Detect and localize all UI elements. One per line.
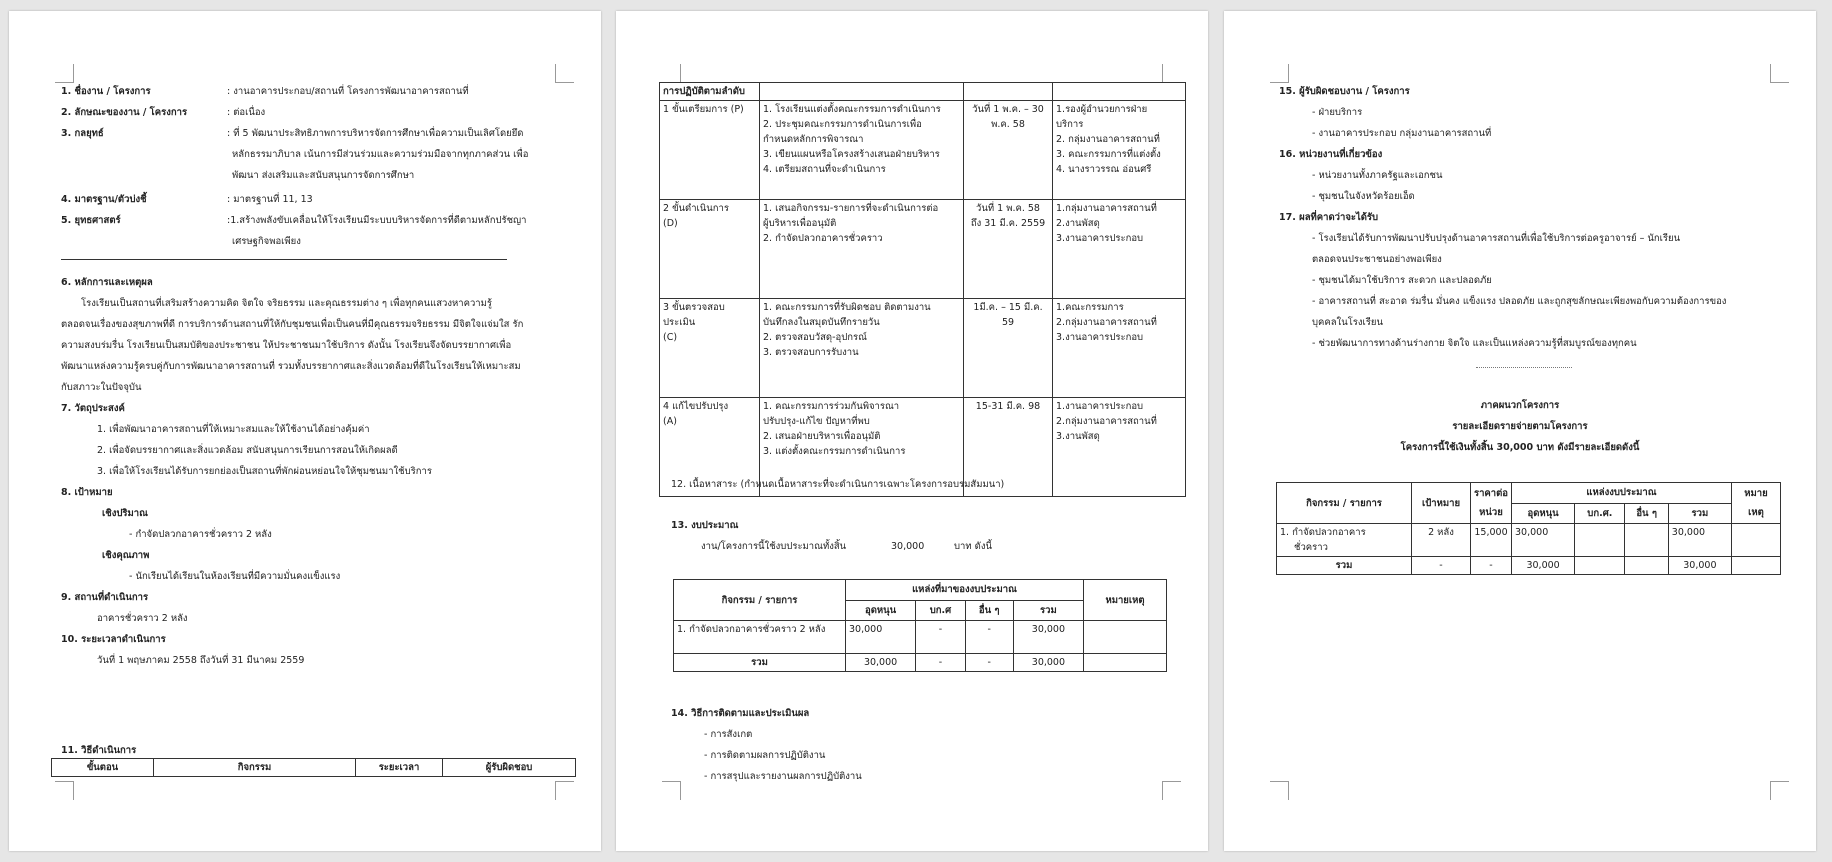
separator-line (61, 259, 507, 260)
related-item: - ชุมชนในจังหวัดร้อยเอ็ด (1312, 191, 1415, 202)
expense-header-note (1732, 483, 1781, 504)
item-2-label: 2. ลักษณะของงาน / โครงการ (61, 107, 188, 118)
plan-cell-line: 4. นางราวรรณ อ่อนศรี (1056, 164, 1152, 175)
budget-cell: - (965, 654, 1013, 672)
outcome-line: - ชุมชนได้มาใช้บริการ สะดวก และปลอดภัย (1312, 275, 1492, 286)
item-3-value: : ที่ 5 พัฒนาประสิทธิภาพการบริหารจัดการศึกษาเพื่อความเป็นเลิศโดยยึด (227, 128, 524, 139)
budget-total-label: รวม (674, 654, 846, 672)
document-page-2 (616, 11, 1208, 851)
plan-cell-line: 2. กำจัดปลวกอาคารชั่วคราว (763, 233, 883, 244)
plan-cell-step (660, 200, 760, 299)
expense-cell: 30,000 (1668, 557, 1731, 575)
crop-mark (555, 781, 574, 800)
plan-cell-line: ปรับปรุง-แก้ไข ปัญหาที่พบ (763, 416, 870, 427)
quality-label: เชิงคุณภาพ (102, 550, 150, 561)
expense-cell (1575, 524, 1625, 557)
plan-row (660, 299, 1186, 398)
plan-cell-line: 3.งานอาคารประกอบ (1056, 332, 1144, 343)
plan-cell-resp (1053, 101, 1186, 200)
plan-cell-step (660, 101, 760, 200)
plan-cell-line: 59 (1001, 317, 1015, 328)
section-9-title: 9. สถานที่ดำเนินการ (61, 592, 149, 603)
budget-cell: 30,000 (1013, 654, 1083, 672)
section-6-line: พัฒนาแหล่งความรู้ครบคู่กับการพัฒนาอาคารสถานที่ รวมทั้งบรรยากาศและสิ่งแวดล้อมที่ดีในโรงเรียนให้เหมาะสม (61, 361, 521, 372)
plan-cell-line: วันที่ 1 พ.ค. 58 (976, 203, 1040, 214)
table-row (674, 654, 1167, 672)
outcome-line: บุคคลในโรงเรียน (1312, 317, 1383, 328)
budget-col: บก.ศ (916, 600, 966, 621)
plan-cell-line: 2.กลุ่มงานอาคารสถานที่ (1056, 416, 1157, 427)
budget-cell: 30,000 (846, 621, 916, 654)
plan-cell-line: กำหนดหลักการพิจารณา (763, 134, 864, 145)
plan-row (660, 200, 1186, 299)
item-3-cont: หลักธรรมาภิบาล เน้นการมีส่วนร่วมและความร่วมมือจากทุกภาคส่วน เพื่อ (232, 149, 529, 160)
budget-unit: บาท ดังนี้ (954, 541, 992, 552)
plan-cell-line: 3. แต่งตั้งคณะกรรมการดำเนินการ (763, 446, 906, 457)
outcome-line: - ช่วยพัฒนาการทางด้านร่างกาย จิตใจ และเป็นแหล่งความรู้ที่สมบูรณ์ของทุกคน (1312, 338, 1637, 349)
crop-mark (555, 64, 574, 83)
plan-cell-line: 2. ตรวจสอบวัสดุ-อุปกรณ์ (763, 332, 867, 343)
section-12: 12. เนื้อหาสาระ (กำหนดเนื้อหาสาระที่จะดำเนินการเฉพาะโครงการอบรมสัมมนา) (671, 479, 1005, 490)
annex-subtitle-2: โครงการนี้ใช้เงินทั้งสิ้น 30,000 บาท ดังมีรายละเอียดดังนี้ (1400, 442, 1640, 453)
expense-col: รวม (1668, 503, 1731, 524)
objective-item: 3. เพื่อให้โรงเรียนได้รับการยกย่องเป็นสถานที่พักผ่อนหย่อนใจให้ชุมชนมาใช้บริการ (97, 466, 432, 477)
expense-cell: - (1412, 557, 1471, 575)
objective-item: 1. เพื่อพัฒนาอาคารสถานที่ให้เหมาะสมและให้ใช้งานได้อย่างคุ้มค่า (97, 424, 370, 435)
item-3-label: 3. กลยุทธ์ (61, 128, 104, 139)
item-4-label: 4. มาตรฐาน/ตัวบ่งชี้ (61, 194, 147, 205)
expense-cell: 2 หลัง (1412, 524, 1471, 557)
plan-cell-time (964, 101, 1053, 200)
plan-header-empty (1053, 83, 1186, 101)
expense-table (1276, 482, 1781, 575)
section-6-line: กับสภาวะในปัจจุบัน (61, 382, 142, 393)
annex-title: ภาคผนวกโครงการ (1480, 400, 1560, 411)
dotted-separator (1476, 367, 1572, 368)
responsible-item: - งานอาคารประกอบ กลุ่มงานอาคารสถานที่ (1312, 128, 1492, 139)
plan-cell-line: 3.งานอาคารประกอบ (1056, 233, 1144, 244)
crop-mark (1270, 64, 1289, 83)
plan-cell-line: 1.งานอาคารประกอบ (1056, 401, 1144, 412)
plan-cell-line: 1. เสนอกิจกรรม-รายการที่จะดำเนินการต่อ (763, 203, 939, 214)
budget-col: อุดหนุน (846, 600, 916, 621)
section-6-line: ความสงบร่มรื่น โรงเรียนเป็นสมบัติของประชาชน ให้ประชาชนมาใช้บริการ ดังนั้น โรงเรียนจึงจัดบรรยากาศเพื่อ (61, 340, 512, 351)
header-period: ระยะเวลา (356, 759, 443, 777)
item-1-value: : งานอาคารประกอบ/สถานที่ โครงการพัฒนาอาคารสถานที่ (227, 86, 469, 97)
plan-cell-line: 1.คณะกรรมการ (1056, 302, 1124, 313)
quality-item: - นักเรียนได้เรียนในห้องเรียนที่มีความมั่นคงแข็งแรง (129, 571, 341, 582)
header-responsible: ผู้รับผิดชอบ (443, 759, 576, 777)
crop-mark (1162, 64, 1181, 83)
expense-cell (1625, 557, 1668, 575)
crop-mark (1270, 781, 1289, 800)
budget-cell: 30,000 (846, 654, 916, 672)
plan-cell-line: 2. กลุ่มงานอาคารสถานที่ (1056, 134, 1160, 145)
plan-cell-line: (A) (663, 416, 677, 427)
expense-cell: 15,000 (1471, 524, 1512, 557)
budget-header-source: แหล่งที่มาของงบประมาณ (846, 580, 1084, 601)
plan-cell-line: 1. คณะกรรมการร่วมกันพิจารณา (763, 401, 900, 412)
table-row (1277, 524, 1781, 557)
plan-cell-acts (760, 101, 964, 200)
expense-cell: - (1471, 557, 1512, 575)
plan-cell-line: ประเมิน (663, 317, 696, 328)
plan-cell-line: 2.งานพัสดุ (1056, 218, 1100, 229)
budget-cell (1084, 654, 1167, 672)
document-page-3 (1224, 11, 1816, 851)
budget-col: อื่น ๆ (965, 600, 1013, 621)
section-14-title: 14. วิธีการติดตามและประเมินผล (671, 708, 810, 719)
annex-subtitle: รายละเอียดรายจ่ายตามโครงการ (1452, 421, 1588, 432)
expense-col: อุดหนุน (1512, 503, 1575, 524)
item-5-label: 5. ยุทธศาสตร์ (61, 215, 121, 226)
budget-table (673, 579, 1167, 672)
expense-header-price-2: หน่วย (1471, 503, 1512, 524)
outcome-line: ตลอดจนประชาชนอย่างพอเพียง (1312, 254, 1442, 265)
section-7-title: 7. วัตถุประสงค์ (61, 403, 125, 414)
section-10-title: 10. ระยะเวลาดำเนินการ (61, 634, 166, 645)
item-1-label: 1. ชื่องาน / โครงการ (61, 86, 151, 97)
expense-cell (1575, 557, 1625, 575)
plan-cell-line: 15-31 มี.ค. 98 (975, 401, 1041, 412)
plan-cell-line: บันทึกลงในสมุดบันทึกรายวัน (763, 317, 880, 328)
plan-cell-line: 2 ขั้นดำเนินการ (663, 203, 729, 214)
plan-header: การปฏิบัติตามลำดับ (660, 83, 760, 101)
evaluation-item: - การสรุปและรายงานผลการปฏิบัติงาน (704, 771, 862, 782)
expense-col: อื่น ๆ (1625, 503, 1668, 524)
crop-mark (1770, 64, 1789, 83)
section-10-value: วันที่ 1 พฤษภาคม 2558 ถึงวันที่ 31 มีนาคม 2559 (97, 655, 305, 666)
responsible-item: - ฝ่ายบริการ (1312, 107, 1363, 118)
section-8-title: 8. เป้าหมาย (61, 487, 113, 498)
expense-total-label: รวม (1277, 557, 1412, 575)
expense-header-price (1471, 483, 1512, 504)
plan-cell-line: (D) (663, 218, 678, 229)
plan-cell-line: 2.กลุ่มงานอาคารสถานที่ (1056, 317, 1157, 328)
plan-cell-line: พ.ค. 58 (991, 119, 1025, 130)
plan-cell-resp (1053, 200, 1186, 299)
section-16-title: 16. หน่วยงานที่เกี่ยวข้อง (1279, 149, 1383, 160)
expense-cell: 30,000 (1512, 557, 1575, 575)
quantity-item: - กำจัดปลวกอาคารชั่วคราว 2 หลัง (129, 529, 272, 540)
budget-cell: - (916, 654, 966, 672)
crop-mark (662, 781, 681, 800)
budget-col: รวม (1013, 600, 1083, 621)
plan-cell-line: 3.งานพัสดุ (1056, 431, 1100, 442)
item-4-value: : มาตรฐานที่ 11, 13 (227, 194, 313, 205)
budget-amount: 30,000 (891, 541, 925, 552)
section-6-line: ตลอดจนเรื่องของสุขภาพที่ดี การบริการด้านสถานที่ให้กับชุมชนเพื่อเป็นคนที่มีคุณธรรมจริยธรรม มีจิตใจแจ่มใส รัก (61, 319, 524, 330)
plan-cell-line: 3. ตรวจสอบการรับงาน (763, 347, 859, 358)
plan-cell-line: 4. เตรียมสถานที่จะดำเนินการ (763, 164, 886, 175)
related-item: - หน่วยงานทั้งภาครัฐและเอกชน (1312, 170, 1443, 181)
quantity-label: เชิงปริมาณ (102, 508, 148, 519)
section-11-title: 11. วิธีดำเนินการ (61, 745, 137, 756)
plan-cell-line: ผู้บริหารเพื่ออนุมัติ (763, 218, 837, 229)
expense-cell: 30,000 (1512, 524, 1575, 557)
section-17-title: 17. ผลที่คาดว่าจะได้รับ (1279, 212, 1379, 223)
budget-cell: 30,000 (1013, 621, 1083, 654)
plan-cell-line: วันที่ 1 พ.ค. – 30 (972, 104, 1044, 115)
item-2-value: : ต่อเนื่อง (227, 107, 266, 118)
plan-cell-line: 1มี.ค. – 15 มี.ค. (973, 302, 1043, 313)
expense-header-target: เป้าหมาย (1412, 483, 1471, 524)
section-9-value: อาคารชั่วคราว 2 หลัง (97, 613, 188, 624)
plan-cell-time (964, 299, 1053, 398)
plan-cell-line: 2. เสนอฝ่ายบริหารเพื่ออนุมัติ (763, 431, 881, 442)
expense-cell (1732, 524, 1781, 557)
plan-cell-line: 1 ขั้นเตรียมการ (P) (663, 104, 744, 115)
budget-cell: 1. กำจัดปลวกอาคารชั่วคราว 2 หลัง (674, 621, 846, 654)
header-activity: กิจกรรม (154, 759, 356, 777)
item-5-cont: เศรษฐกิจพอเพียง (232, 236, 301, 247)
document-page-1 (9, 11, 601, 851)
evaluation-item: - การติดตามผลการปฏิบัติงาน (704, 750, 826, 761)
crop-mark (1770, 781, 1789, 800)
plan-cell-line: 3. เขียนแผนหรือโครงสร้างเสนอฝ่ายบริหาร (763, 149, 940, 160)
outcome-line: - อาคารสถานที่ สะอาด ร่มรื่น มั่นคง แข็งแรง ปลอดภัย และถูกสุขลักษณะเพียงพอกับความต้องการของ (1312, 296, 1727, 307)
section-13-title: 13. งบประมาณ (671, 520, 739, 531)
budget-header-note: หมายเหตุ (1084, 580, 1167, 621)
plan-header-empty (964, 83, 1053, 101)
expense-header-note-line-1: หมาย (1744, 488, 1768, 499)
budget-cell: - (916, 621, 966, 654)
crop-mark (55, 64, 74, 83)
crop-mark (1162, 781, 1181, 800)
crop-mark (662, 64, 681, 83)
method-table-header (51, 758, 576, 777)
budget-cell (1084, 621, 1167, 654)
expense-header-price-line-1: ราคาต่อ (1474, 488, 1509, 499)
plan-cell-step (660, 299, 760, 398)
item-5-value: :1.สร้างพลังขับเคลื่อนให้โรงเรียนมีระบบบริหารจัดการที่ดีตามหลักปรัชญา (227, 215, 527, 226)
crop-mark (55, 781, 74, 800)
expense-header-source: แหล่งงบประมาณ (1512, 483, 1732, 504)
expense-header-activity: กิจกรรม / รายการ (1277, 483, 1412, 524)
plan-cell-acts (760, 299, 964, 398)
expense-cell (1732, 557, 1781, 575)
expense-activity-line: 1. กำจัดปลวกอาคาร (1280, 527, 1366, 538)
section-15-title: 15. ผู้รับผิดชอบงาน / โครงการ (1279, 86, 1410, 97)
plan-cell-resp (1053, 398, 1186, 497)
outcome-line: - โรงเรียนได้รับการพัฒนาปรับปรุงด้านอาคารสถานที่เพื่อใช้บริการต่อครูอาจารย์ – นักเรียน (1312, 233, 1681, 244)
budget-text: งาน/โครงการนี้ใช้งบประมาณทั้งสิ้น (701, 541, 847, 552)
plan-cell-line: บริการ (1056, 119, 1084, 130)
plan-cell-line: 3. คณะกรรมการที่แต่งตั้ง (1056, 149, 1161, 160)
plan-cell-line: 1.รองผู้อำนวยการฝ่าย (1056, 104, 1148, 115)
plan-cell-line: 3 ขั้นตรวจสอบ (663, 302, 725, 313)
plan-table (659, 82, 1186, 497)
expense-activity-line: ชั่วคราว (1294, 542, 1328, 553)
plan-cell-resp (1053, 299, 1186, 398)
plan-cell-line: (C) (663, 332, 678, 343)
header-step: ขั้นตอน (52, 759, 154, 777)
plan-cell-acts (760, 200, 964, 299)
evaluation-item: - การสังเกต (704, 729, 753, 740)
budget-header-activity: กิจกรรม / รายการ (674, 580, 846, 621)
expense-activity (1277, 524, 1412, 557)
table-row (1277, 557, 1781, 575)
plan-header-empty (760, 83, 964, 101)
expense-cell: 30,000 (1668, 524, 1731, 557)
plan-cell-line: 1. โรงเรียนแต่งตั้งคณะกรรมการดำเนินการ (763, 104, 941, 115)
expense-cell (1625, 524, 1668, 557)
plan-cell-line: 1. คณะกรรมการที่รับผิดชอบ ติดตามงาน (763, 302, 931, 313)
plan-cell-time (964, 200, 1053, 299)
plan-row (660, 101, 1186, 200)
plan-cell-line: 4 แก้ไขปรับปรุง (663, 401, 729, 412)
expense-header-note-2: เหตุ (1732, 503, 1781, 524)
plan-cell-line: 2. ประชุมคณะกรรมการดำเนินการเพื่อ (763, 119, 922, 130)
plan-cell-line: ถึง 31 มี.ค. 2559 (970, 218, 1046, 229)
item-3-cont: พัฒนา ส่งเสริมและสนับสนุนการจัดการศึกษา (232, 170, 415, 181)
section-6-title: 6. หลักการและเหตุผล (61, 277, 153, 288)
table-row (674, 621, 1167, 654)
expense-col: บก.ศ. (1575, 503, 1625, 524)
section-6-line: โรงเรียนเป็นสถานที่เสริมสร้างความคิด จิตใจ จริยธรรม และคุณธรรมต่าง ๆ เพื่อทุกคนแสวงหาความรู้ (81, 298, 492, 309)
objective-item: 2. เพื่อจัดบรรยากาศและสิ่งแวดล้อม สนับสนุนการเรียนการสอนให้เกิดผลดี (97, 445, 398, 456)
plan-cell-line: 1.กลุ่มงานอาคารสถานที่ (1056, 203, 1157, 214)
budget-cell: - (965, 621, 1013, 654)
